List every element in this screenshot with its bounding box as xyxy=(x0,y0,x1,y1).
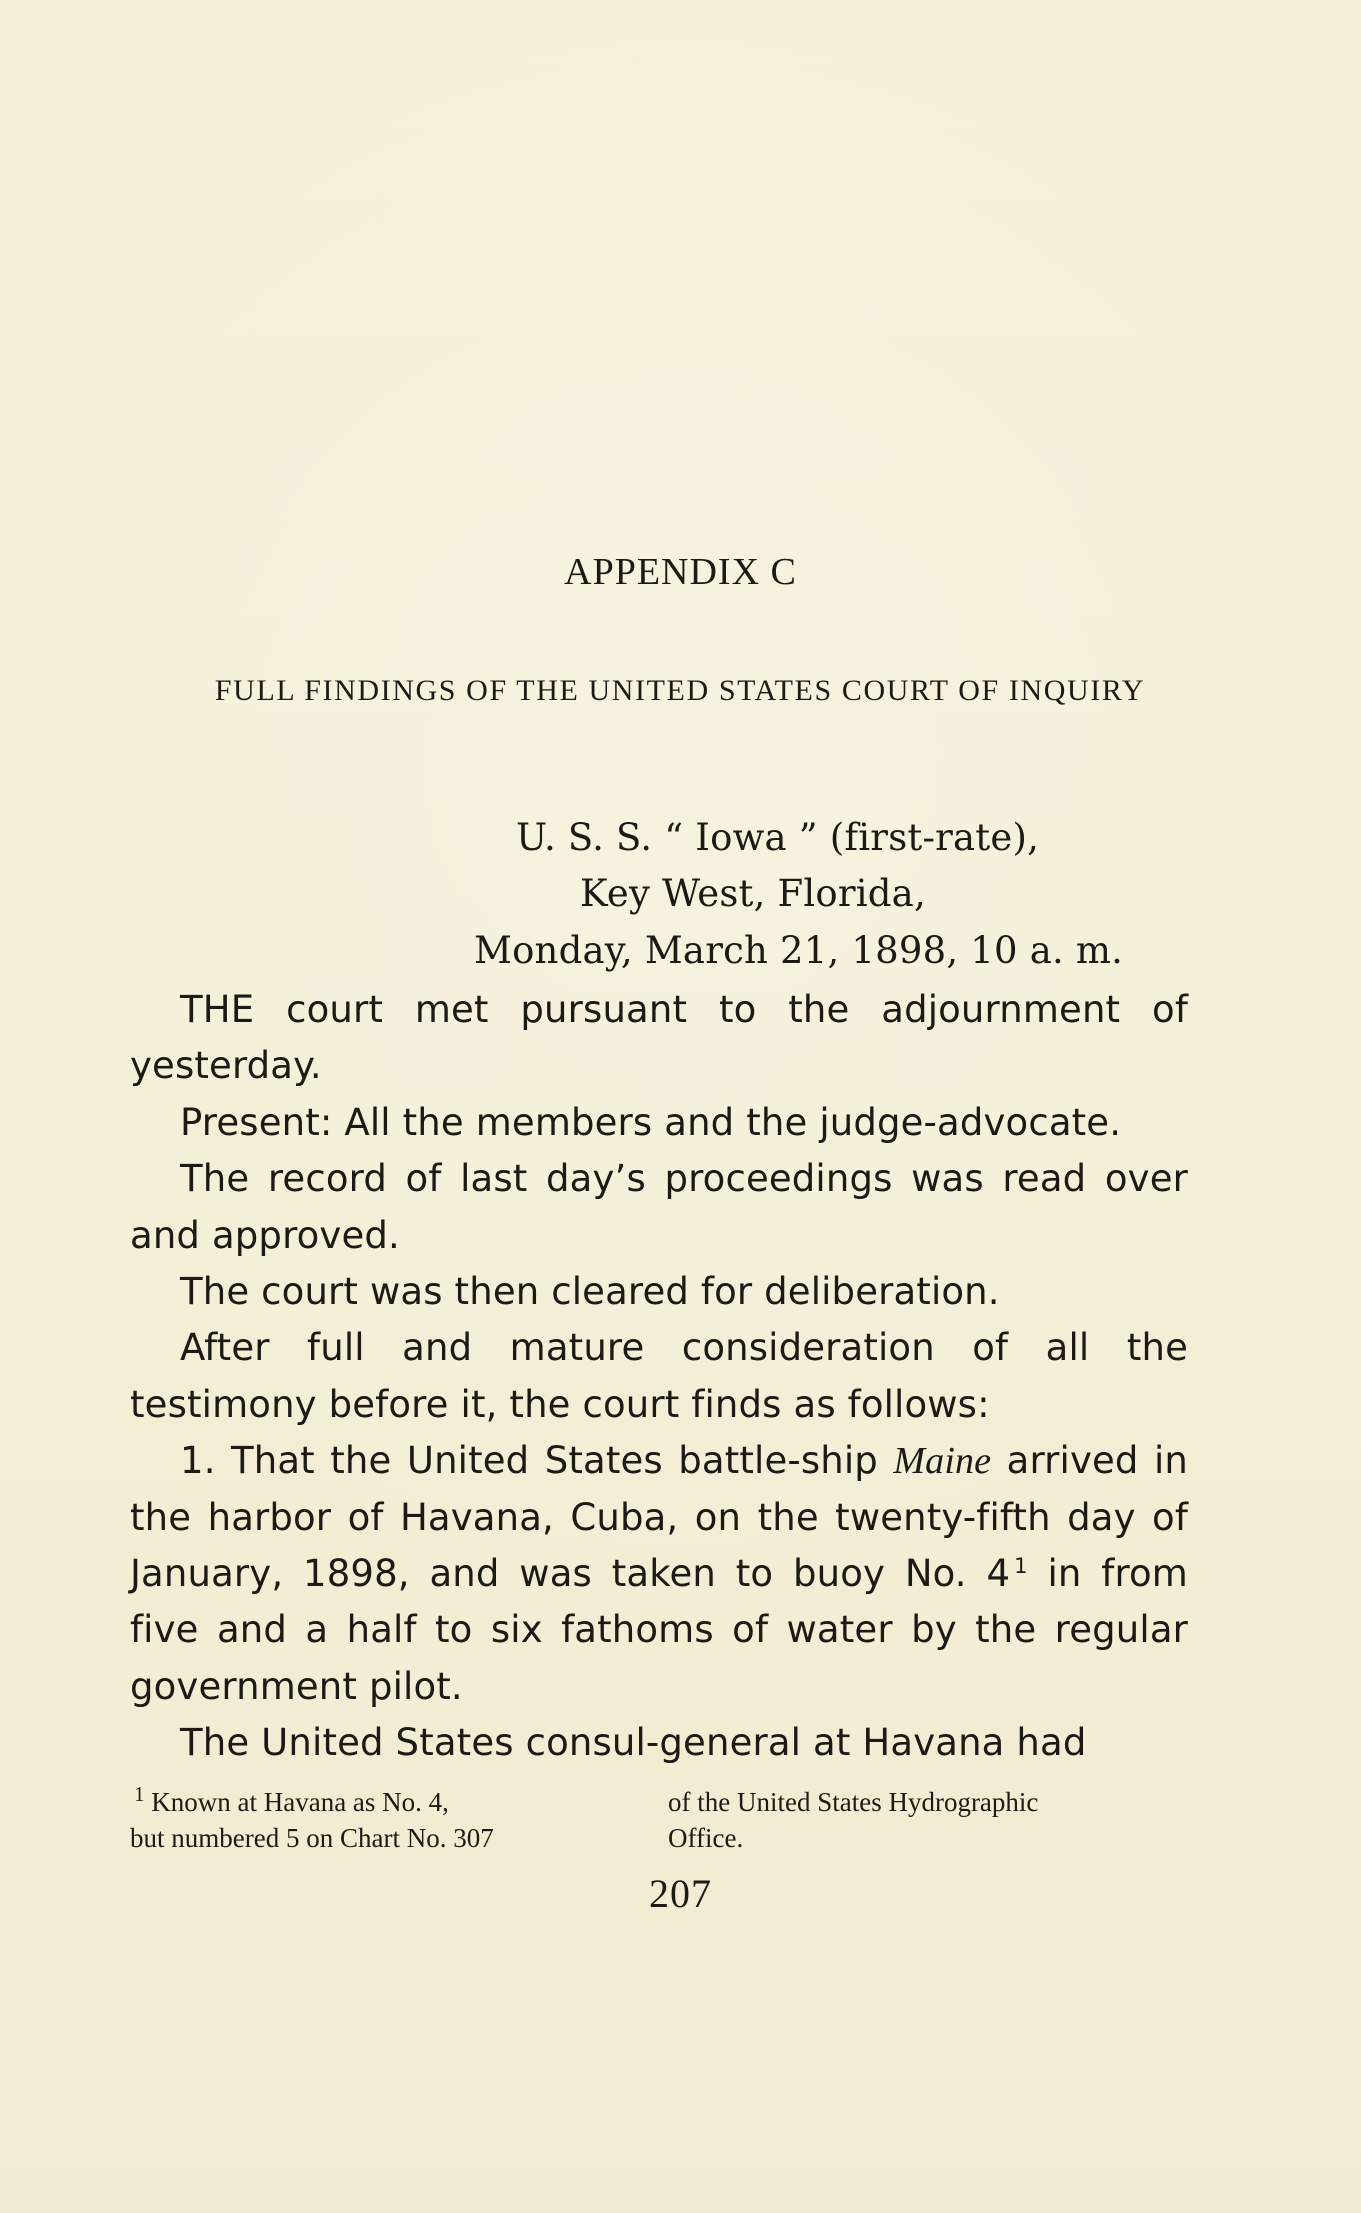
paragraph-record: The record of last day’s proceedings was read over and approved. xyxy=(130,1157,1188,1257)
footnote-text-left-1: Known at Havana as No. 4, xyxy=(151,1787,449,1817)
paragraph-consul-general: The United States consul-general at Havana had xyxy=(180,1721,1087,1765)
finding-1-start: 1. That the United States battle-ship xyxy=(180,1439,878,1483)
paragraph-findings-intro: After full and mature consideration of all the testimony before it, the court finds as follows: xyxy=(130,1326,1188,1426)
footnote-reference: 1 xyxy=(1014,1553,1028,1578)
paragraph-present: Present: All the members and the judge-advocate. xyxy=(180,1100,1122,1144)
paragraph-cleared: The court was then cleared for deliberation. xyxy=(180,1270,1000,1314)
footnote xyxy=(130,1784,1188,1856)
footnote-right-line-2: Office. xyxy=(668,1823,744,1853)
ship-name: Maine xyxy=(893,1440,992,1483)
dateline-date: Monday, March 21, 1898, 10 a. m. xyxy=(474,929,1124,972)
page-number: 207 xyxy=(649,1871,712,1916)
footnote-left-line-2: but numbered 5 on Chart No. 307 xyxy=(130,1823,494,1853)
section-subtitle: FULL FINDINGS OF THE UNITED STATES COURT OF INQUIRY xyxy=(214,674,1146,707)
footnote-row-2 xyxy=(130,1820,1188,1856)
paragraph-finding-1 xyxy=(130,1433,1188,1715)
footnote-left-line-1 xyxy=(130,1784,650,1820)
paragraph-court-met: THE court met pursuant to the adjournment of yesterday. xyxy=(130,988,1188,1088)
dateline-ship: U. S. S. “ Iowa ” (first-rate), xyxy=(516,816,1040,859)
finding-1-middle: arrived in the harbor of Havana, Cuba, on the twenty-fifth day of January, 1898, and was taken to buoy No. 4 xyxy=(130,1439,1188,1596)
body-text xyxy=(130,982,1188,1772)
finding-1-end: in from five and a half to six fathoms of water by the regular government pilot. xyxy=(130,1552,1188,1708)
footnote-marker: 1 xyxy=(134,1782,145,1806)
appendix-title: APPENDIX C xyxy=(564,551,797,593)
footnote-right-line-1: of the United States Hydrographic xyxy=(668,1787,1039,1817)
dateline-location: Key West, Florida, xyxy=(580,872,926,915)
footnote-row-1 xyxy=(130,1784,1188,1820)
